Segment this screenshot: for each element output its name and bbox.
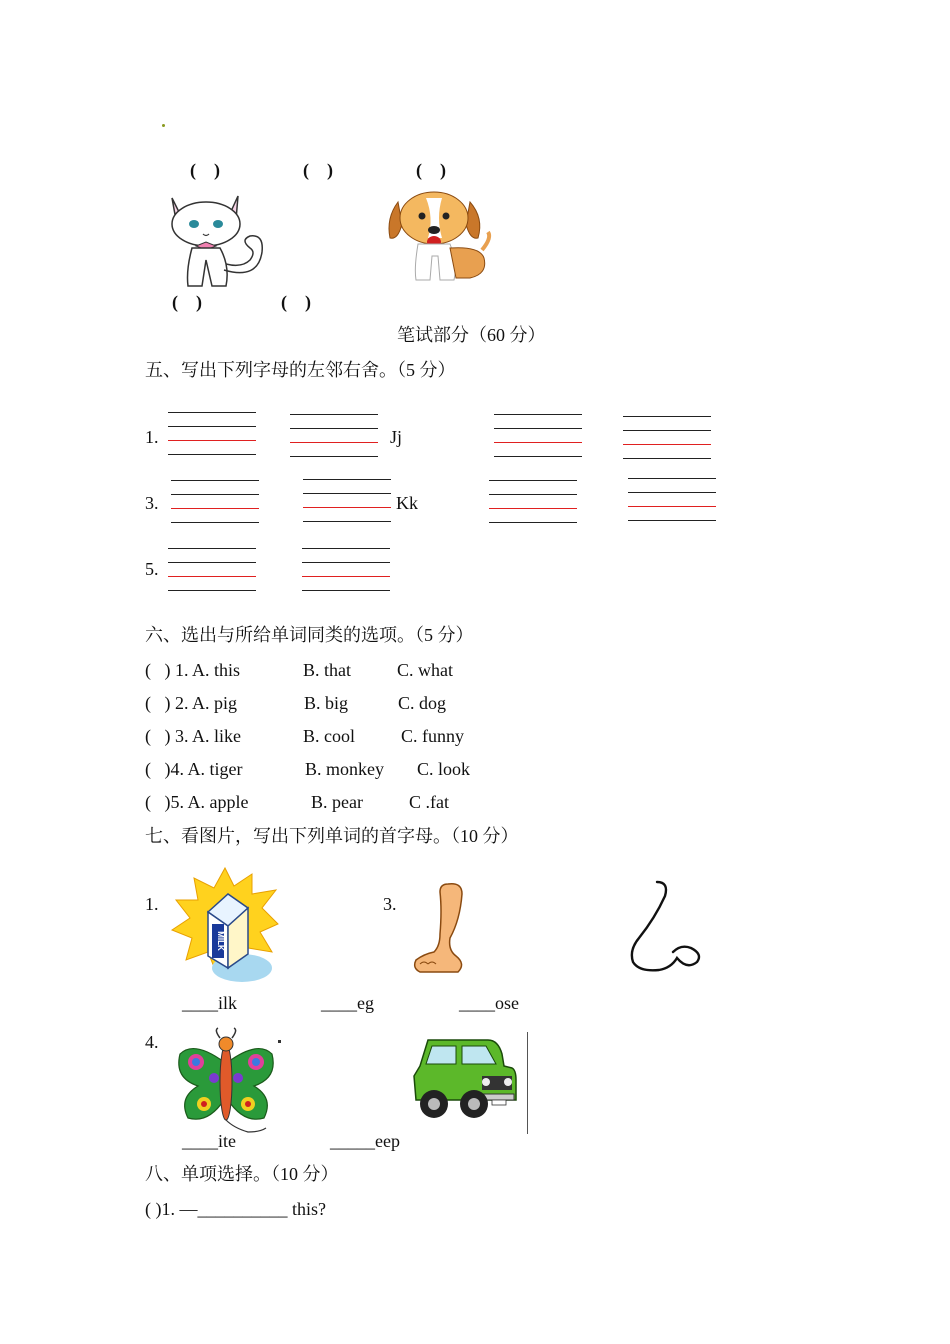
- question-row: ( )5. A. apple: [145, 792, 249, 812]
- item-number-4: 4.: [145, 1032, 159, 1052]
- section7-title: 七、看图片，写出下列单词的首字母。（10 分）: [145, 826, 519, 846]
- section5-row1-number: 1.: [145, 427, 159, 447]
- nose-image: [625, 878, 705, 976]
- item-number-1: 1.: [145, 894, 159, 914]
- question-row: ( )4. A. tiger: [145, 759, 243, 779]
- writing-grid[interactable]: [623, 416, 711, 458]
- writing-grid[interactable]: [290, 414, 378, 456]
- word-blank-eg[interactable]: ____eg: [321, 993, 374, 1013]
- answer-blank-3[interactable]: ( ): [416, 160, 446, 180]
- writing-grid[interactable]: [494, 414, 582, 456]
- kite-image: [174, 1028, 278, 1134]
- letter-jj: Jj: [390, 427, 403, 447]
- answer-blank-1[interactable]: ( ): [190, 160, 220, 180]
- section5-row5-number: 5.: [145, 559, 159, 579]
- writing-grid[interactable]: [171, 480, 259, 522]
- leg-image: [410, 880, 470, 976]
- writing-grid[interactable]: [168, 412, 256, 454]
- writing-grid[interactable]: [168, 548, 256, 590]
- option-b: B. that: [303, 660, 351, 680]
- stray-mark: [278, 1040, 281, 1043]
- word-blank-ite[interactable]: ____ite: [182, 1131, 236, 1151]
- option-c: C. what: [397, 660, 453, 680]
- decorative-dot: [162, 124, 165, 127]
- word-blank-ilk[interactable]: ____ilk: [182, 993, 238, 1013]
- option-b: B. monkey: [305, 759, 384, 779]
- answer-blank[interactable]: (: [145, 759, 151, 779]
- word-blank-eep[interactable]: _____eep: [330, 1131, 400, 1151]
- letter-kk: Kk: [396, 493, 418, 513]
- option-c: C. funny: [401, 726, 464, 746]
- dog-image: [384, 188, 492, 284]
- option-b: B. big: [304, 693, 349, 713]
- question-row: ( ) 2. A. pig: [145, 693, 238, 713]
- option-c: C. look: [417, 759, 471, 779]
- answer-blank[interactable]: (: [145, 693, 151, 713]
- writing-grid[interactable]: [303, 479, 391, 521]
- answer-blank[interactable]: (: [145, 660, 151, 680]
- jeep-image: [412, 1036, 518, 1122]
- milk-label: MILK: [216, 931, 225, 951]
- cat-image: [158, 190, 276, 290]
- section5-title: 五、写出下列字母的左邻右舍。（5 分）: [145, 360, 456, 380]
- question-row: ( ) 1. A. this: [145, 660, 241, 680]
- answer-blank-5[interactable]: ( ): [281, 292, 311, 312]
- question-row: ( ) 3. A. like: [145, 726, 241, 746]
- section6-title: 六、选出与所给单词同类的选项。（5 分）: [145, 625, 474, 645]
- answer-blank[interactable]: (: [145, 726, 151, 746]
- section8-title: 八、单项选择。（10 分）: [145, 1164, 339, 1184]
- section5-row3-number: 3.: [145, 493, 159, 513]
- written-section-title: 笔试部分（60 分）: [397, 325, 546, 345]
- item-number-3: 3.: [383, 894, 397, 914]
- writing-grid[interactable]: [628, 478, 716, 520]
- option-b: B. pear: [311, 792, 363, 812]
- section8-question-1[interactable]: ( )1. —__________ this?: [145, 1199, 326, 1219]
- milk-image: [172, 868, 278, 988]
- answer-blank-4[interactable]: ( ): [172, 292, 202, 312]
- writing-grid[interactable]: [489, 480, 577, 522]
- option-c: C .fat: [409, 792, 449, 812]
- divider: [527, 1032, 528, 1134]
- option-b: B. cool: [303, 726, 355, 746]
- word-blank-ose[interactable]: ____ose: [459, 993, 519, 1013]
- writing-grid[interactable]: [302, 548, 390, 590]
- answer-blank-2[interactable]: ( ): [303, 160, 333, 180]
- answer-blank[interactable]: (: [145, 792, 151, 812]
- option-c: C. dog: [398, 693, 447, 713]
